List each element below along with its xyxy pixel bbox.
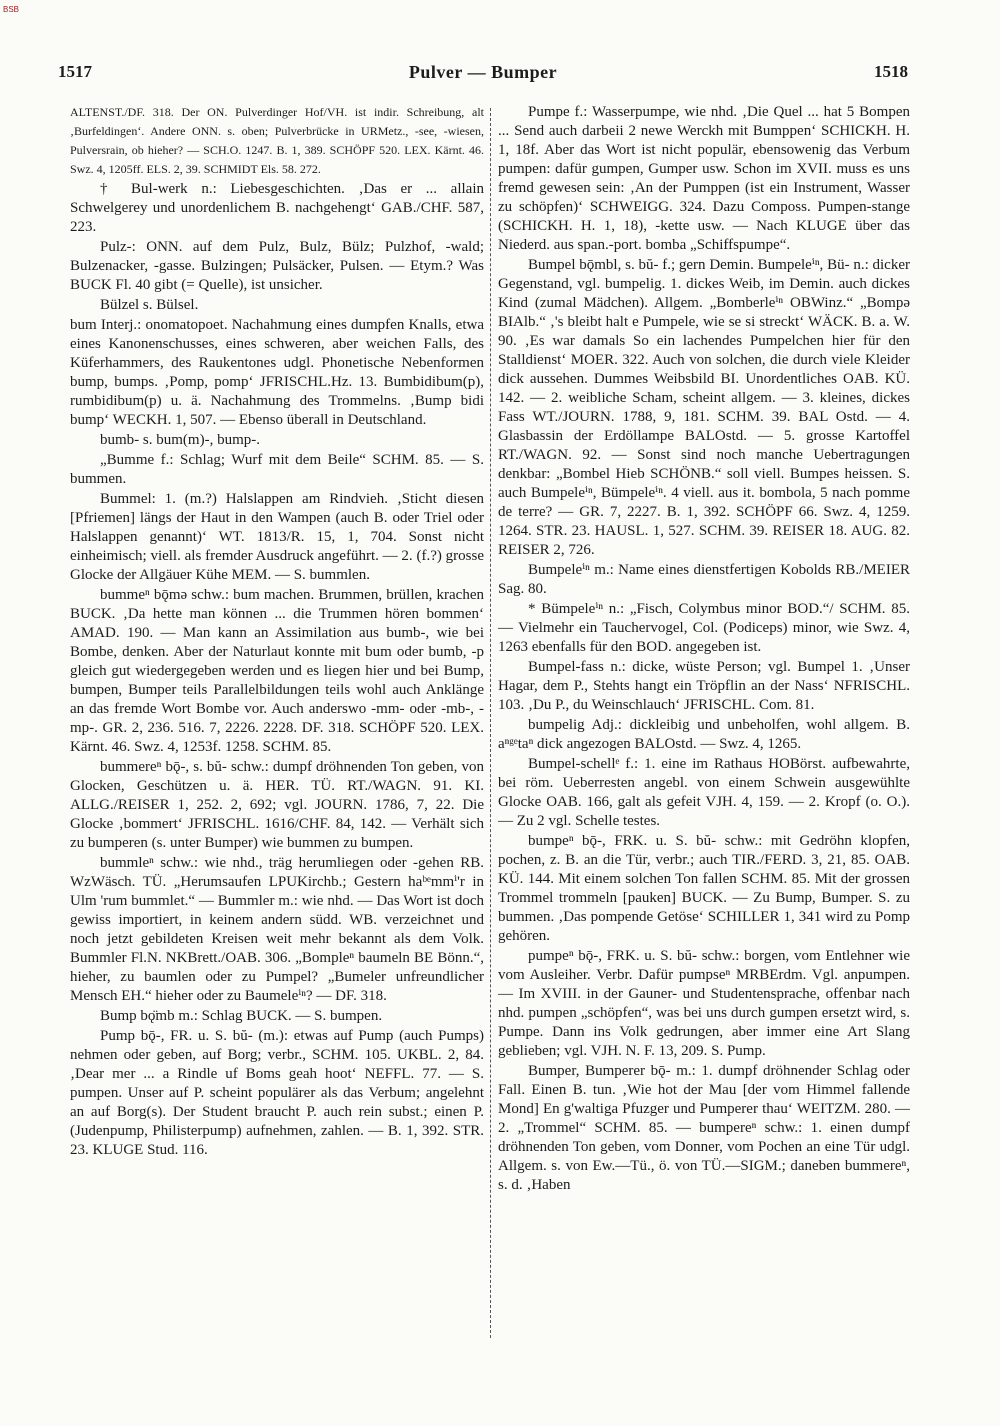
dictionary-entry: Bummel: 1. (m.?) Halslappen am Rindvieh. ‚Sticht diesen [Pfriemen] längs der Haut in den Wampen (auch B. oder Triel oder Halslappen genannt)‘ WT. 1813/R. 15, 1, 704. Sonst nicht einheimisch; viell. als fremder Ausdruck angeführt. — 2. (f.?) grosse Glocke der Allgäuer Kühe MEM. — S. bummlen. [70,491,484,583]
left-column [70,103,484,1393]
running-title: Pulver — Bumper [408,62,558,82]
dictionary-entry: Pulz-: ONN. auf dem Pulz, Bulz, Bülz; Pulzhof, -wald; Bulzenacker, -gasse. Bulzingen; Pulsäcker, Pulsen. — Etym.? Was BUCK Fl. 40 gibt (= Quelle), ist unsicher. [70,239,484,293]
dictionary-entry: Bumpel bǭmbl, s. bŭ- f.; gern Demin. Bumpeleⁱⁿ, Bü- n.: dicker Gegenstand, vgl. bumpelig. 1. dickes Weib, im Demin. auch dickes Kind (zumal Mädchen). Allgem. „Bomberleⁱⁿ OBWinz.“ „Bompə BIAlb.“ ‚'s bleibt halt e Pumpele, wie se si streckt‘ WÄCK. B. a. W. 90. ‚Es war damals So ein lachendes Pumpelchen hier für den Stalldienst‘ MOER. 322. Auch von solchen, die durch viele Kleider dick aussehen. Dummes Weibsbild BI. Unordentliches OAB. KÜ. 142. — 2. weibliche Scham, scheint allgem. — 3. kleines, dickes Fass WT./JOURN. 1788, 9, 181. SCHM. 39. BAL Ostd. — 4. Glasbassin der Erdöllampe BALOstd. — 5. grosse Kartoffel RT./WAGN. 92. — Sonst sind noch manche Uebertragungen denkbar: „Bombel Hieb SCHÖNB.“ soll viell. Bumpes heissen. S. auch Bumpeleⁱⁿ, Bümpeleⁱⁿ. 4 viell. aus it. bombola, 5 nach pomme de terre? — GR. 7, 2227. B. 1, 392. SCHÖPF 66. Swz. 4, 1259. 1264. STR. 23. HAUSL. 1, 527. SCHM. 39. REISER 18. AUG. 82. REISER 2, 726. [498,257,910,558]
dictionary-entry: ALTENST./DF. 318. Der ON. Pulverdinger Hof/VH. ist indir. Schreibung, alt ‚Burfeldingen‘. Andere ONN. s. oben; Pulverbrücke in URMetz., -see, -wiesen, Pulversrain, ob hieher? — SCH.O. 1247. B. 1, 389. SCHÖPF 520. LEX. Kärnt. 46. Swz. 4, 1205ff. ELS. 2, 39. SCHMIDT Els. 58. 272. [70,105,484,176]
dictionary-entry: Bülzel s. Bülsel. [100,297,199,313]
dictionary-entry: Pumpe f.: Wasserpumpe, wie nhd. ‚Die Quel ... hat 5 Bompen ... Send auch darbeii 2 newe Werckh mit Bumppen‘ SCHICKH. H. 1, 18f. Aber das Wort ist nicht populär, ebensowenig das Verbum pumpen: dafür gumpen, Gumper usw. Schon im XVII. muss es uns fremd gewesen sein: ‚An der Pumppen (ist ein Instrument, Wasser zu schöpfen)‘ SCHWEIGG. 324. Dazu Composs. Pumpen-stange (SCHICKH. H. 1, 18), -kette usw. — Nach KLUGE über das Niederd. aus span.-port. bomba „Schiffspumpe“. [498,104,910,253]
dictionary-entry: Bumpel-schellᵉ f.: 1. eine im Rathaus HOBörst. aufbewahrte, bei röm. Ueberresten angebl. von einem Schwein ausgewühlte Glocke OAB. 166, galt als gefeit VJH. 4, 159. — 2. Kropf (o. O.). — Zu 2 vgl. Schelle testes. [498,756,910,829]
dictionary-entry: bum Interj.: onomatopoet. Nachahmung eines dumpfen Knalls, etwa eines Kanonenschusses, eines schweren, aber weichen Falls, des Küferhammers, des Raukentones udgl. Phonetische Nebenformen bump, bumps. ‚Pomp, pomp‘ JFRISCHL.Hz. 13. Bumbidibum(p), rumbidibum(p) u. ä. Nachahmung des Trommelns. ‚Bump bidi bump‘ WECKH. 1, 507. — Ebenso überall in Deutschland. [70,317,484,428]
dictionary-entry: Bumpeleⁱⁿ m.: Name eines dienstfertigen Kobolds RB./MEIER Sag. 80. [498,562,910,597]
left-page-number: 1517 [58,62,92,81]
dictionary-entry: bummleⁿ schw.: wie nhd., träg herumliegen oder -gehen RB. WzWäsch. TÜ. „Herumsaufen LPUKirchb.; Gestern haᵇᵉmmⁱ'r in Ulm 'rum bummlet.“ — Bummler m.: wie nhd. — Das Wort ist doch gewiss importiert, in keinem andern südd. WB. verzeichnet und noch jetzt gebildeten Kreisen weit mehr bekannt als dem Volk. Bummler Fl.N. NKBrett./OAB. 306. „Bompleⁿ baumeln BE Bönn.“, hieher, zu baumlen oder zu Pumpel? „Bumeler unfreundlicher Mensch EH.“ hieher oder zu Baumeleⁱⁿ? — DF. 318. [70,855,484,1004]
dictionary-entry: bumpelig Adj.: dickleibig und unbeholfen, wohl allgem. B. aⁿᵍᵉtaⁿ dick angezogen BALOstd. — Swz. 4, 1265. [498,717,910,752]
dictionary-entry: Bumpel-fass n.: dicke, wüste Person; vgl. Bumpel 1. ‚Unser Hagar, dem P., Stehts hangt ein Tröpflin an der Nass‘ NFRISCHL. 103. ‚Du P., du Weinschlauch‘ JFRISCHL. Com. 81. [498,659,910,713]
dictionary-entry: Bump bǫ̈mb m.: Schlag BUCK. — S. bumpen. [100,1008,383,1024]
column-divider [490,108,492,1338]
right-column [498,103,910,1393]
dictionary-entry: bumb- s. bum(m)-, bump-. [100,432,260,448]
dictionary-entry: bumpeⁿ bǭ-, FRK. u. S. bŭ- schw.: mit Gedröhn klopfen, pochen, z. B. an die Tür, verbr.; auch TIR./FERD. 3, 21, 85. OAB. KÜ. 144. Mit einem solchen Ton fallen SCHM. 85. Mit der grossen Trommel trommeln [pauken] BUCK. — Zu Bump, Bumper. S. zu bummen. ‚Das pompende Getöse‘ SCHILLER 1, 341 wird zu Pomp gehören. [498,833,910,944]
page-header [58,62,908,88]
right-page-number: 1518 [874,62,908,81]
library-stamp: BSB [3,5,20,14]
dictionary-entry: bummereⁿ bǭ-, s. bŭ- schw.: dumpf dröhnenden Ton geben, von Glocken, Geschützen u. ä. HER. TÜ. RT./WAGN. 91. KI. ALLG./REISER 1, 252. 2, 692; vgl. JOURN. 1786, 7, 22. Die Glocke ‚bommert‘ JFRISCHL. 1616/CHF. 84, 142. — Verhält sich zu bumperen (s. unter Bumper) wie bummen zu bumpen. [70,759,484,851]
dictionary-entry: * Bümpeleⁱⁿ n.: „Fisch, Colymbus minor BOD.“/ SCHM. 85. — Vielmehr ein Tauchervogel, Col. (Podiceps) minor, wie Swz. 4, 1263 ebenfalls für den BOD. angegeben ist. [498,601,910,655]
dictionary-entry: „Bumme f.: Schlag; Wurf mit dem Beile“ SCHM. 85. — S. bummen. [70,452,484,487]
dictionary-entry: pumpeⁿ bǭ-, FRK. u. S. bŭ- schw.: borgen, vom Entlehner wie vom Ausleiher. Verbr. Dafür pumpseⁿ MRBErdm. Vgl. anpumpen. — Im XVIII. in der Gauner- und Studentensprache, offenbar nach nhd. pumpen „schöpfen“, was bei uns durch gumpen ersetzt wird, s. Pumpe. Dann ins Volk gedrungen, aber immer eine Art Slang geblieben; vgl. VJH. N. F. 13, 209. S. Pump. [498,948,910,1059]
dictionary-entry: Bumper, Bumperer bǭ- m.: 1. dumpf dröhnender Schlag oder Fall. Einen B. tun. ‚Wie hot der Mau [der vom Himmel fallende Mond] En g'waltiga Pfuzger und Pumperer thau‘ WEITZM. 280. — 2. „Trommel“ SCHM. 85. — bumpereⁿ schw.: 1. einen dumpf dröhnenden Ton geben, vom Donner, vom Pochen an eine Tür udgl. Allgem. s. von Ew.—Tü., ö. von TÜ.—SIGM.; daneben bummereⁿ, s. d. ‚Haben [498,1063,910,1193]
dictionary-entry: † Bul-werk n.: Liebesgeschichten. ‚Das er ... allain Schwelgerey und unordenlichem B. nachgehengt‘ GAB./CHF. 587, 223. [70,181,484,235]
dictionary-entry: bummeⁿ bǭmə schw.: bum machen. Brummen, brüllen, krachen BUCK. ‚Da hette man können ... die Trummen hören bommen‘ AMAD. 190. — Man kann an Assimilation aus bumb-, wie bei Bombe, denken. Aber der Naturlaut konnte mit bum oder bumb, -p gleich gut wiedergegeben werden und es liegen hier und bei Bump, bumpen, Bumper teils Parallelbildungen teils wohl auch Anklänge an das fremde Wort Bombe vor. Auch anderswo -mm- oder -mb-, -mp-. GR. 2, 236. 516. 7, 2226. 2228. DF. 318. SCHÖPF 520. LEX. Kärnt. 46. Swz. 4, 1253f. 1258. SCHM. 85. [70,587,484,755]
dictionary-entry: Pump bǭ-, FR. u. S. bŭ- (m.): etwas auf Pump (auch Pumps) nehmen oder geben, auf Borg; verbr., SCHM. 105. UKBL. 2, 84. ‚Dear mer ... a Rindle uf Boms geah hoot‘ NEFFL. 77. — S. pumpen. Unser auf P. scheint populärer als das Verbum; angelehnt an auf Borg(s). Der Student braucht P. auch rein subst.; einen P. (Judenpump, Philisterpump) aufnehmen, zahlen. — B. 1, 392. STR. 23. KLUGE Stud. 116. [70,1028,484,1158]
